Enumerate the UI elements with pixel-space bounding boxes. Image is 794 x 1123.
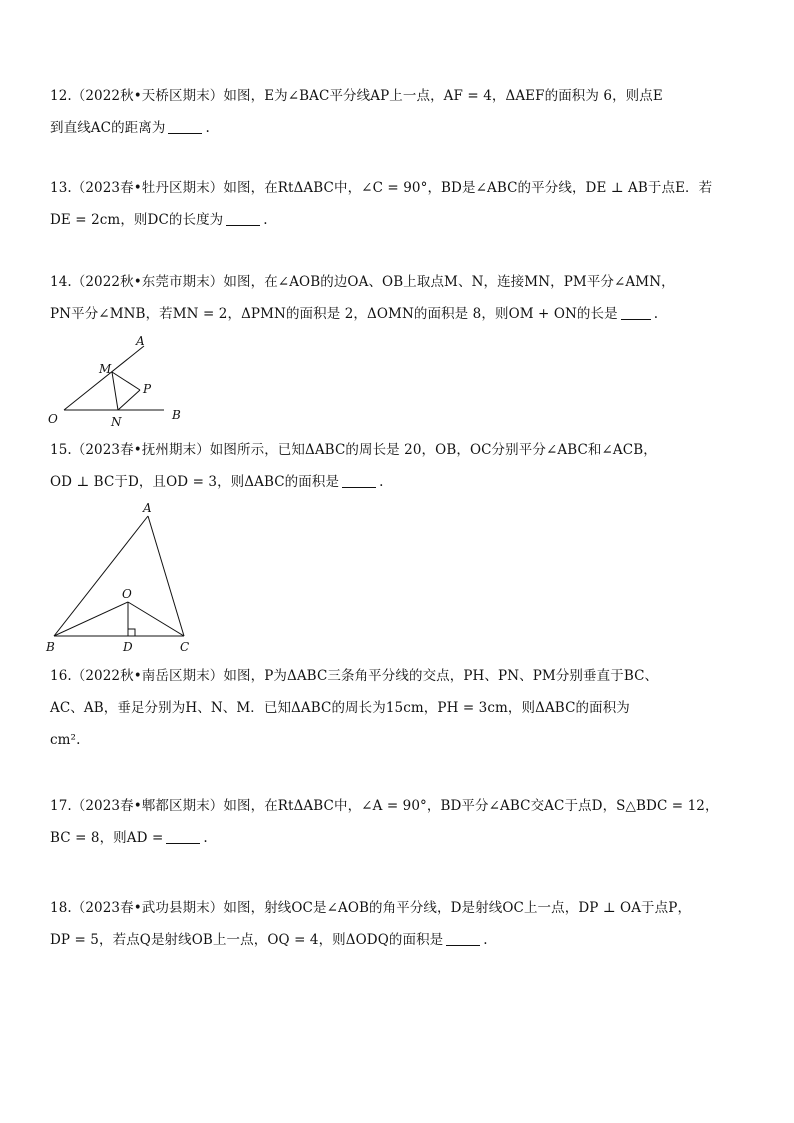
- question-18-line-2-text: DP = 5，若点Q是射线OB上一点，OQ = 4，则ΔODQ的面积是: [50, 932, 444, 948]
- label-p: P: [143, 382, 152, 396]
- question-12: [50, 80, 750, 144]
- question-12-end: .: [205, 120, 210, 136]
- label-o: O: [122, 587, 132, 601]
- answer-blank[interactable]: [226, 211, 260, 226]
- question-12-line-1: 12.（2022秋•天桥区期末）如图，E为∠BAC平分线AP上一点，AF = 4，ΔAEF的面积为 6，则点E: [50, 88, 663, 104]
- segment-ob: [54, 602, 128, 636]
- question-18-line-1: 18.（2023春•武功县期末）如图，射线OC是∠AOB的角平分线，D是射线OC上一点，DP ⊥ OA于点P，: [50, 900, 692, 916]
- label-a: A: [136, 334, 145, 348]
- question-15-line-2: [50, 466, 750, 498]
- segment-np: [118, 390, 140, 410]
- question-15-end: .: [379, 474, 384, 490]
- question-14-end: .: [653, 306, 659, 322]
- question-15: [50, 434, 750, 498]
- question-18-line-2: [50, 924, 750, 956]
- question-14: [50, 266, 750, 330]
- label-b: B: [46, 640, 55, 654]
- answer-blank[interactable]: [342, 473, 376, 488]
- question-16: [50, 660, 750, 756]
- question-12-line-2-text: 到直线AC的距离为: [50, 120, 166, 136]
- question-13-line-2: [50, 204, 750, 236]
- answer-blank[interactable]: [166, 829, 200, 844]
- question-16-line-2: AC、AB，垂足分别为H、N、M．已知ΔABC的周长为15cm，PH = 3cm，则ΔABC的面积为: [50, 700, 630, 716]
- label-n: N: [111, 415, 122, 429]
- label-b: B: [172, 408, 181, 422]
- question-17-end: .: [203, 830, 208, 846]
- question-13: [50, 172, 750, 236]
- figure-15-diagram: [40, 498, 200, 656]
- question-13-line-1: 13.（2023春•牡丹区期末）如图，在RtΔABC中，∠C = 90°，BD是∠ABC的平分线，DE ⊥ AB于点E．若: [50, 180, 713, 196]
- label-m: M: [99, 362, 112, 376]
- question-13-line-2-text: DE = 2cm，则DC的长度为: [50, 212, 224, 228]
- question-17-line-1: 17.（2023春•郫都区期末）如图，在RtΔABC中，∠A = 90°，BD平分∠ABC交AC于点D，S△BDC = 12，: [50, 798, 719, 814]
- question-15-line-1: 15.（2023春•抚州期末）如图所示，已知ΔABC的周长是 20，OB，OC分别平分∠ABC和∠ACB，: [50, 442, 657, 458]
- question-17-line-2-text: BC = 8，则AD =: [50, 830, 164, 846]
- question-13-end: .: [263, 212, 268, 228]
- question-17-line-2: [50, 822, 750, 854]
- question-14-line-1: 14.（2022秋•东莞市期末）如图，在∠AOB的边OA、OB上取点M、N，连接MN，PM平分∠AMN，: [50, 274, 675, 290]
- segment-mp: [112, 372, 140, 390]
- label-d: D: [123, 640, 133, 654]
- answer-blank[interactable]: [446, 931, 480, 946]
- segment-mn: [112, 372, 118, 410]
- side-ab: [54, 516, 148, 636]
- figure-14-diagram: [44, 330, 194, 430]
- label-a: A: [143, 501, 152, 515]
- question-17: [50, 790, 750, 854]
- ray-oa: [64, 346, 144, 410]
- question-16-line-1: 16.（2022秋•南岳区期末）如图，P为ΔABC三条角平分线的交点，PH、PN、PM分别垂直于BC、: [50, 668, 659, 684]
- question-18: [50, 892, 750, 956]
- question-14-line-2: [50, 298, 750, 330]
- answer-blank[interactable]: [168, 119, 202, 134]
- question-15-line-2-text: OD ⊥ BC于D，且OD = 3，则ΔABC的面积是: [50, 474, 340, 490]
- right-angle-mark: [128, 629, 135, 636]
- label-o: O: [48, 412, 58, 426]
- question-14-line-2-text: PN平分∠MNB，若MN = 2，ΔPMN的面积是 2，ΔOMN的面积是 8，则OM + ON的长是: [50, 306, 618, 322]
- question-12-line-2: [50, 112, 750, 144]
- answer-blank[interactable]: [621, 305, 651, 320]
- label-c: C: [180, 640, 190, 654]
- question-16-line-3: cm².: [50, 732, 81, 748]
- question-18-end: .: [483, 932, 488, 948]
